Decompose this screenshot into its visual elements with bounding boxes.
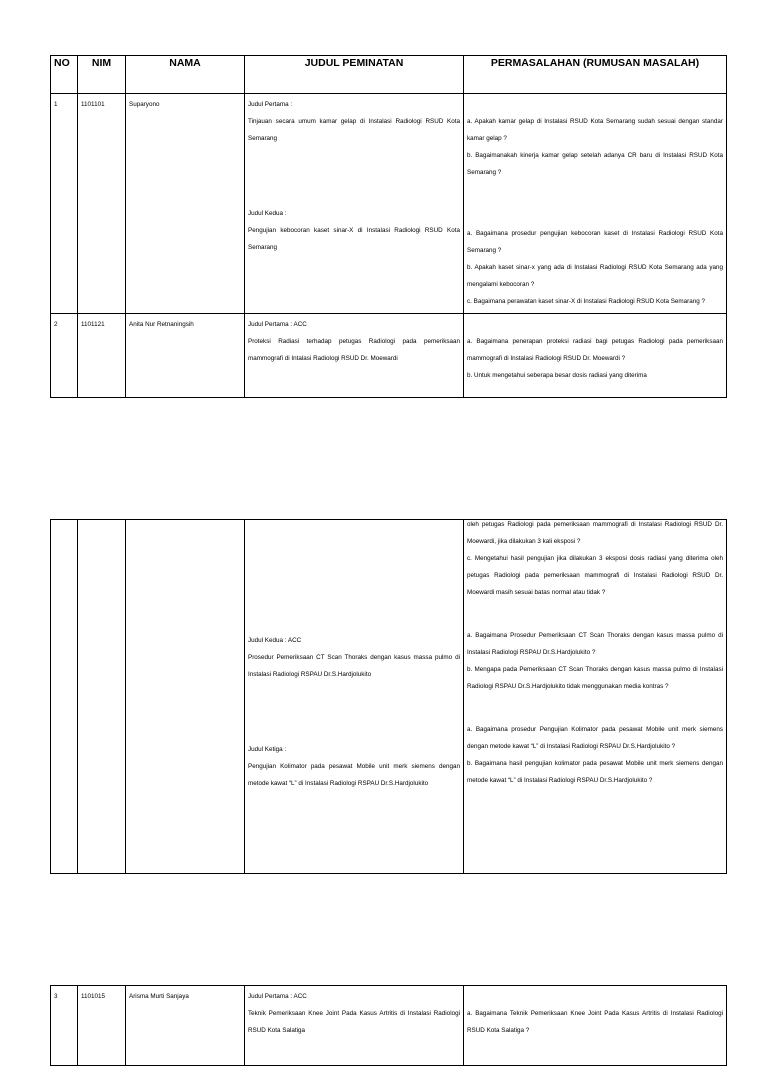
question: a. Bagaimana Teknik Pemeriksaan Knee Joint Pada Kasus Artritis di Instalasi Radiologi RSUD Kota Salatiga ? — [467, 1010, 723, 1034]
question: b. Bagaimana hasil pengujian kolimator pada pesawat Mobile unit merk siemens dengan metode kawat “L” di Instalasi Radiologi RSPAU Dr.S.Hardjolukito ? — [467, 760, 723, 784]
header-nim: NIM — [78, 56, 126, 94]
judul-title: Judul Pertama : — [248, 101, 293, 108]
judul-title: Judul Pertama : ACC — [248, 993, 307, 1000]
header-nama: NAMA — [126, 56, 245, 94]
judul-title: Judul Ketiga : — [248, 746, 287, 753]
judul-text: Proteksi Radiasi terhadap petugas Radiologi pada pemeriksaan mammografi di Intalasi Radiologi RSUD Dr. Moewardi — [248, 338, 460, 362]
judul-text: Pengujian kebocoran kaset sinar-X di Instalasi Radiologi RSUD Kota Semarang — [248, 227, 460, 251]
judul-title: Judul Kedua : ACC — [248, 637, 302, 644]
cell-judul — [245, 986, 464, 1066]
header-no: NO — [51, 56, 78, 94]
table-row — [51, 986, 727, 1066]
question: a. Bagaimana Prosedur Pemeriksaan CT Scan Thoraks dengan kasus massa pulmo di Instalasi Radiologi RSPAU Dr.S.Hardjolukito ? — [467, 632, 723, 656]
question: a. Bagaimana prosedur pengujian kebocoran kaset di Instalasi Radiologi RSUD Kota Semarang ? — [467, 230, 723, 254]
header-row — [51, 56, 727, 94]
page1-table — [50, 55, 727, 398]
question: oleh petugas Radiologi pada pemeriksaan mammografi di Instalasi Radiologi RSUD Dr. Moewardi, jika dilakukan 3 kali eksposi ? — [467, 521, 723, 545]
cell-nama — [126, 520, 245, 874]
cell-judul — [245, 314, 464, 398]
header-judul: JUDUL PEMINATAN — [245, 56, 464, 94]
spacer — [248, 522, 460, 632]
question: a. Bagaimana prosedur Pengujian Kolimator pada pesawat Mobile unit merk siemens dengan metode kawat “L” di Instalasi Radiologi RSPAU Dr.S.Hardjolukito ? — [467, 726, 723, 750]
cell-judul — [245, 520, 464, 874]
page2-table — [50, 519, 727, 874]
cell-no: 3 — [51, 986, 78, 1066]
judul-title: Judul Kedua : — [248, 210, 287, 217]
judul-text: Pengujian Kolimator pada pesawat Mobile unit merk siemens dengan metode kawat “L” di Instalasi Radiologi RSPAU Dr.S.Hardjolukito — [248, 763, 460, 787]
cell-nim: 1101015 — [78, 986, 126, 1066]
spacer — [248, 147, 460, 205]
table-row — [51, 314, 727, 398]
cell-no: 2 — [51, 314, 78, 398]
table-row — [51, 94, 727, 314]
header-permasalahan: PERMASALAHAN (RUMUSAN MASALAH) — [464, 56, 727, 94]
judul-text: Tinjauan secara umum kamar gelap di Instalasi Radiologi RSUD Kota Semarang — [248, 118, 460, 142]
spacer — [467, 695, 723, 721]
page3-table — [50, 985, 727, 1066]
cell-no — [51, 520, 78, 874]
cell-nim — [78, 520, 126, 874]
question: c. Mengetahui hasil pengujian jika dilakukan 3 eksposi dosis radiasi yang diterima oleh petugas Radiologi pada pemeriksaan mammografi di Instalasi Radiologi RSUD Dr. Moewardi masih sesuai batas normal atau tidak ? — [467, 555, 723, 596]
cell-permasalahan — [464, 520, 727, 874]
spacer — [467, 181, 723, 225]
cell-nama: Suparyono — [126, 94, 245, 314]
spacer — [467, 601, 723, 627]
judul-text: Teknik Pemeriksaan Knee Joint Pada Kasus Artritis di Instalasi Radiologi RSUD Kota Salatiga — [248, 1010, 460, 1034]
cell-nim: 1101121 — [78, 314, 126, 398]
cell-permasalahan — [464, 986, 727, 1066]
table-row — [51, 520, 727, 874]
question: c. Bagaimana perawatan kaset sinar-X di Instalasi Radiologi RSUD Kota Semarang ? — [467, 298, 706, 305]
question: b. Mengapa pada Pemeriksaan CT Scan Thoraks dengan kasus massa pulmo di Instalasi Radiologi RSPAU Dr.S.Hardjolukito tidak menggunakan media kontras ? — [467, 666, 723, 690]
cell-judul — [245, 94, 464, 314]
cell-nim: 1101101 — [78, 94, 126, 314]
cell-permasalahan — [464, 314, 727, 398]
cell-permasalahan — [464, 94, 727, 314]
question: b. Apakah kaset sinar-x yang ada di Instalasi Radiologi RSUD Kota Semarang ada yang mengalami kebocoran ? — [467, 264, 723, 288]
spacer — [248, 683, 460, 741]
cell-nama: Anita Nur Retnaningsih — [126, 314, 245, 398]
cell-no: 1 — [51, 94, 78, 314]
cell-nama: Arisma Murti Sanjaya — [126, 986, 245, 1066]
judul-title: Judul Pertama : ACC — [248, 321, 307, 328]
question: a. Apakah kamar gelap di Instalasi RSUD Kota Semarang sudah sesuai dengan standar kamar gelap ? — [467, 118, 723, 142]
question: a. Bagaimana penerapan proteksi radiasi bagi petugas Radiologi pada pemeriksaan mammografi di Instalasi Radiologi RSUD Dr. Moewardi ? — [467, 338, 723, 362]
question: b. Untuk mengetahui seberapa besar dosis radiasi yang diterima — [467, 372, 647, 379]
judul-text: Prosedur Pemeriksaan CT Scan Thoraks dengan kasus massa pulmo di Instalasi Radiologi RSPAU Dr.S.Hardjolukito — [248, 654, 460, 678]
question: b. Bagaimanakah kinerja kamar gelap setelah adanya CR baru di Instalasi RSUD Kota Semarang ? — [467, 152, 723, 176]
